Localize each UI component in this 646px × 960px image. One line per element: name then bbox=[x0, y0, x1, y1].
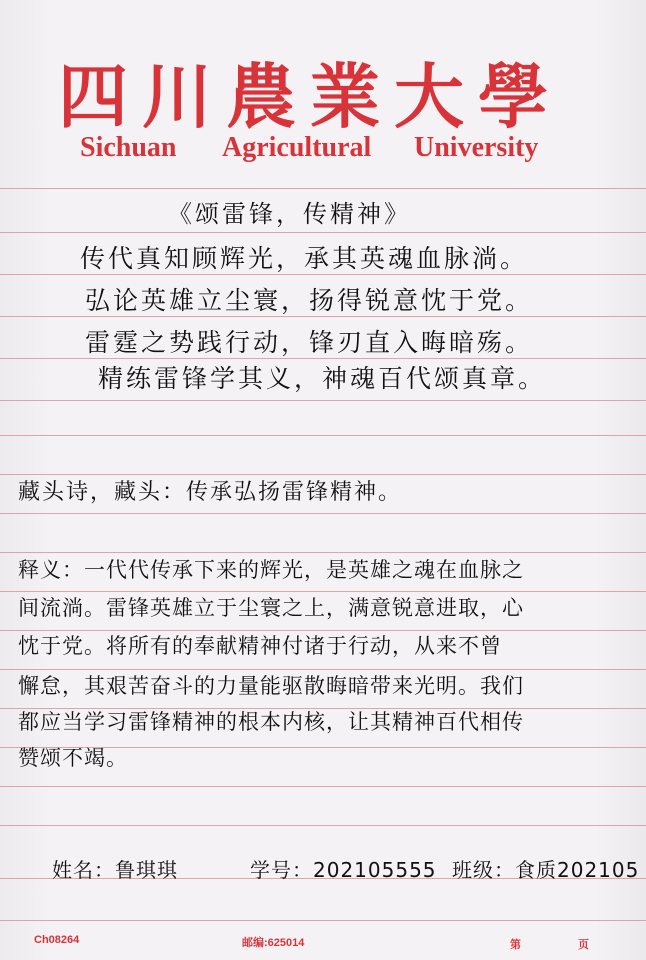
acrostic-note: 藏头诗，藏头：传承弘扬雷锋精神。 bbox=[18, 480, 403, 505]
student-id: 学号：202105555 bbox=[250, 858, 437, 882]
ruled-line bbox=[0, 920, 646, 921]
poem-line-4: 精练雷锋学其义，神魂百代颂真章。 bbox=[98, 364, 547, 393]
ruled-line bbox=[0, 435, 646, 436]
explanation-line-1: 释义：一代代传承下来的辉光，是英雄之魂在血脉之 bbox=[18, 558, 524, 582]
university-name-en-word-2: Agricultural bbox=[222, 132, 372, 163]
paper-code: Ch08264 bbox=[34, 934, 80, 946]
explanation-line-2: 间流淌。雷锋英雄立于尘寰之上，满意锐意进取，心 bbox=[18, 596, 524, 620]
poem-line-1: 传代真知顾辉光，承其英魂血脉淌。 bbox=[80, 244, 529, 273]
ruled-line bbox=[0, 708, 646, 709]
ruled-line bbox=[0, 316, 646, 317]
university-name-cn: 四川農業大學 bbox=[58, 55, 562, 138]
explanation-line-4: 懈怠，其艰苦奋斗的力量能驱散晦暗带来光明。我们 bbox=[18, 674, 524, 698]
ruled-line bbox=[0, 358, 646, 359]
page-label-prefix: 第 bbox=[510, 939, 521, 951]
page-label-suffix: 页 bbox=[578, 939, 589, 951]
postcode: 邮编:625014 bbox=[242, 937, 305, 949]
poem-line-2: 弘论英雄立尘寰，扬得锐意忱于党。 bbox=[85, 286, 534, 315]
ruled-line bbox=[0, 786, 646, 787]
ruled-line bbox=[0, 825, 646, 826]
explanation-line-5: 都应当学习雷锋精神的根本内核，让其精神百代相传 bbox=[18, 710, 524, 734]
student-name: 姓名：鲁琪琪 bbox=[52, 858, 178, 882]
ruled-line bbox=[0, 274, 646, 275]
explanation-line-6: 赞颂不竭。 bbox=[18, 746, 128, 770]
ruled-line bbox=[0, 513, 646, 514]
student-class: 班级：食质202105 bbox=[452, 858, 640, 882]
ruled-line bbox=[0, 552, 646, 553]
ruled-line bbox=[0, 474, 646, 475]
ruled-line bbox=[0, 400, 646, 401]
ruled-line bbox=[0, 591, 646, 592]
ruled-line bbox=[0, 630, 646, 631]
ruled-line bbox=[0, 669, 646, 670]
university-name-en-word-3: University bbox=[414, 132, 539, 163]
ruled-line bbox=[0, 232, 646, 233]
poem-title: 《颂雷锋，传精神》 bbox=[168, 200, 411, 228]
ruled-line bbox=[0, 188, 646, 189]
poem-line-3: 雷霆之势践行动，锋刃直入晦暗殇。 bbox=[85, 328, 534, 357]
university-name-en-word-1: Sichuan bbox=[80, 132, 177, 163]
explanation-line-3: 忱于党。将所有的奉献精神付诸于行动，从来不曾 bbox=[18, 634, 502, 658]
